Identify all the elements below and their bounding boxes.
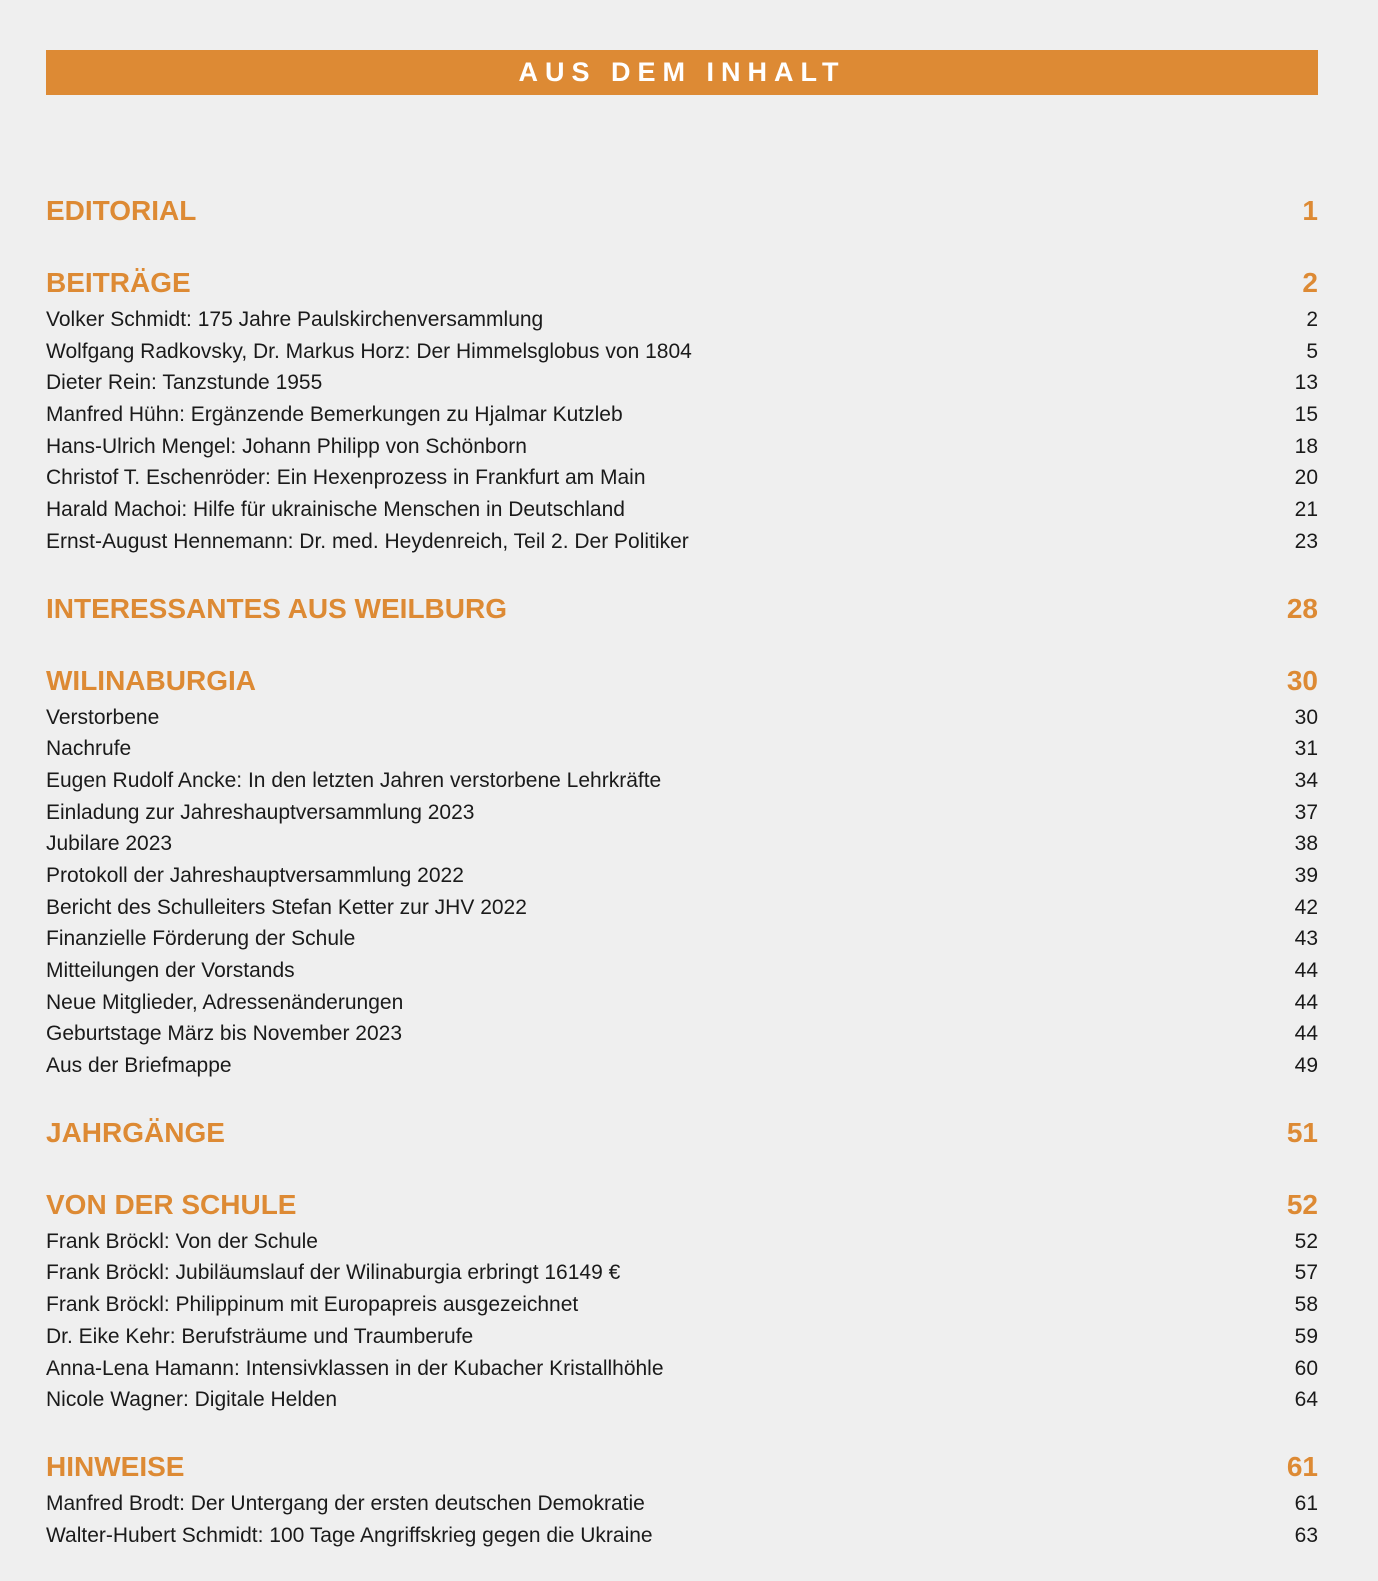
toc-section: [46, 262, 1318, 558]
section-heading[interactable]: [46, 190, 1318, 232]
toc-section: [46, 588, 1318, 630]
entry-title: Manfred Hühn: Ergänzende Bemerkungen zu Hjalmar Kutzleb: [46, 403, 623, 427]
toc-entry[interactable]: [46, 828, 1318, 860]
toc-entry[interactable]: [46, 765, 1318, 797]
toc-entry[interactable]: [46, 526, 1318, 558]
entry-title: Wolfgang Radkovsky, Dr. Markus Horz: Der Himmelsglobus von 1804: [46, 339, 692, 363]
entry-page-number: 49: [1294, 1054, 1318, 1078]
entry-title: Finanzielle Förderung der Schule: [46, 927, 356, 951]
entry-title: Volker Schmidt: 175 Jahre Paulskirchenversammlung: [46, 308, 544, 331]
entry-page-number: 18: [1294, 434, 1318, 458]
toc-entry[interactable]: [46, 860, 1318, 892]
entry-title: Aus der Briefmappe: [46, 1054, 232, 1078]
toc-entry[interactable]: [46, 955, 1318, 987]
entry-page-number: 15: [1294, 403, 1318, 427]
entry-title: Protokoll der Jahreshauptversammlung 2022: [46, 863, 464, 887]
toc-entry[interactable]: [46, 892, 1318, 924]
entry-page-number: 60: [1294, 1356, 1318, 1380]
toc-entry[interactable]: [46, 733, 1318, 765]
toc-entry[interactable]: [46, 1321, 1318, 1353]
entry-title: Harald Machoi: Hilfe für ukrainische Menschen in Deutschland: [46, 498, 625, 522]
entry-page-number: 61: [1294, 1491, 1318, 1515]
section-page-number: 61: [1286, 1450, 1318, 1482]
toc-entry[interactable]: [46, 399, 1318, 431]
entry-title: Frank Bröckl: Von der Schule: [46, 1229, 318, 1253]
toc-entry[interactable]: [46, 1289, 1318, 1321]
entry-title: Anna-Lena Hamann: Intensivklassen in der Kubacher Kristallhöhle: [46, 1356, 664, 1380]
entry-title: Christof T. Eschenröder: Ein Hexenprozess in Frankfurt am Main: [46, 466, 646, 490]
toc-entry[interactable]: [46, 336, 1318, 368]
entry-page-number: 5: [1306, 339, 1318, 363]
toc-entry[interactable]: [46, 1226, 1318, 1258]
entry-title: Frank Bröckl: Jubiläumslauf der Wilinaburgia erbringt 16149 €: [46, 1261, 621, 1285]
section-heading[interactable]: [46, 1446, 1318, 1488]
entry-title: Mitteilungen der Vorstands: [46, 959, 295, 982]
section-page-number: 2: [1302, 267, 1318, 298]
toc-entry[interactable]: [46, 1018, 1318, 1050]
toc-entry[interactable]: [46, 923, 1318, 955]
section-heading[interactable]: [46, 588, 1318, 630]
entry-page-number: 44: [1294, 959, 1318, 982]
section-heading[interactable]: [46, 660, 1318, 702]
entry-title: Walter-Hubert Schmidt: 100 Tage Angriffskrieg gegen die Ukraine: [46, 1523, 653, 1547]
toc-entry[interactable]: [46, 304, 1318, 336]
section-heading[interactable]: [46, 262, 1318, 304]
entry-title: Einladung zur Jahreshauptversammlung 2023: [46, 800, 475, 824]
entry-title: Eugen Rudolf Ancke: In den letzten Jahren verstorbene Lehrkräfte: [46, 768, 662, 792]
entry-title: Ernst-August Hennemann: Dr. med. Heydenreich, Teil 2. Der Politiker: [46, 529, 689, 553]
entry-title: Dr. Eike Kehr: Berufsträume und Traumberufe: [46, 1324, 474, 1348]
toc-section: [46, 1446, 1318, 1551]
toc-entry[interactable]: [46, 987, 1318, 1019]
section-title: JAHRGÄNGE: [46, 1116, 225, 1148]
toc-header: AUS DEM INHALT: [46, 50, 1318, 95]
section-page-number: 1: [1302, 195, 1318, 226]
entry-page-number: 42: [1294, 895, 1318, 919]
entry-page-number: 37: [1294, 800, 1318, 824]
toc-entry[interactable]: [46, 494, 1318, 526]
toc-entry[interactable]: [46, 1384, 1318, 1416]
section-title: VON DER SCHULE: [46, 1188, 297, 1220]
entry-title: Frank Bröckl: Philippinum mit Europapreis ausgezeichnet: [46, 1293, 579, 1317]
entry-title: Manfred Brodt: Der Untergang der ersten deutschen Demokratie: [46, 1491, 645, 1515]
section-page-number: 30: [1286, 664, 1318, 696]
entry-page-number: 57: [1294, 1261, 1318, 1285]
entry-page-number: 44: [1294, 1022, 1318, 1046]
table-of-contents: [46, 190, 1318, 1581]
toc-entry[interactable]: [46, 1488, 1318, 1520]
entry-page-number: 23: [1294, 529, 1318, 553]
toc-entry[interactable]: [46, 797, 1318, 829]
toc-entry[interactable]: [46, 1050, 1318, 1082]
entry-title: Hans-Ulrich Mengel: Johann Philipp von Schönborn: [46, 434, 527, 458]
entry-page-number: 63: [1294, 1523, 1318, 1547]
entry-page-number: 39: [1294, 863, 1318, 887]
entry-page-number: 43: [1294, 927, 1318, 951]
entry-page-number: 2: [1306, 308, 1318, 331]
entry-page-number: 38: [1294, 832, 1318, 856]
toc-section: [46, 1112, 1318, 1154]
entry-title: Bericht des Schulleiters Stefan Ketter zur JHV 2022: [46, 895, 527, 919]
toc-entry[interactable]: [46, 367, 1318, 399]
toc-entry[interactable]: [46, 702, 1318, 734]
toc-entry[interactable]: [46, 431, 1318, 463]
entry-page-number: 64: [1294, 1388, 1318, 1412]
entry-title: Geburtstage März bis November 2023: [46, 1022, 403, 1046]
entry-page-number: 34: [1294, 768, 1318, 792]
entry-page-number: 58: [1294, 1293, 1318, 1317]
entry-title: Neue Mitglieder, Adressenänderungen: [46, 990, 404, 1014]
section-title: BEITRÄGE: [46, 267, 191, 298]
toc-section: [46, 190, 1318, 232]
entry-title: Nachrufe: [46, 737, 132, 761]
toc-section: [46, 660, 1318, 1082]
section-title: HINWEISE: [46, 1450, 185, 1482]
toc-section: [46, 1184, 1318, 1416]
entry-page-number: 52: [1294, 1229, 1318, 1253]
section-heading[interactable]: [46, 1184, 1318, 1226]
toc-entry[interactable]: [46, 1257, 1318, 1289]
section-page-number: 51: [1286, 1116, 1318, 1148]
entry-page-number: 30: [1294, 705, 1318, 729]
entry-page-number: 20: [1294, 466, 1318, 490]
section-title: EDITORIAL: [46, 195, 197, 226]
entry-title: Dieter Rein: Tanzstunde 1955: [46, 371, 323, 395]
toc-entry[interactable]: [46, 1520, 1318, 1552]
toc-entry[interactable]: [46, 462, 1318, 494]
entry-title: Nicole Wagner: Digitale Helden: [46, 1388, 338, 1412]
section-heading[interactable]: [46, 1112, 1318, 1154]
entry-title: Jubilare 2023: [46, 832, 173, 856]
entry-page-number: 59: [1294, 1324, 1318, 1348]
section-title: INTERESSANTES AUS WEILBURG: [46, 592, 507, 624]
entry-page-number: 13: [1294, 371, 1318, 395]
section-page-number: 28: [1286, 592, 1318, 624]
section-page-number: 52: [1286, 1188, 1318, 1220]
section-title: WILINABURGIA: [46, 664, 256, 696]
entry-page-number: 31: [1294, 737, 1318, 761]
entry-page-number: 21: [1294, 498, 1318, 522]
entry-page-number: 44: [1294, 990, 1318, 1014]
toc-entry[interactable]: [46, 1353, 1318, 1385]
entry-title: Verstorbene: [46, 705, 160, 729]
